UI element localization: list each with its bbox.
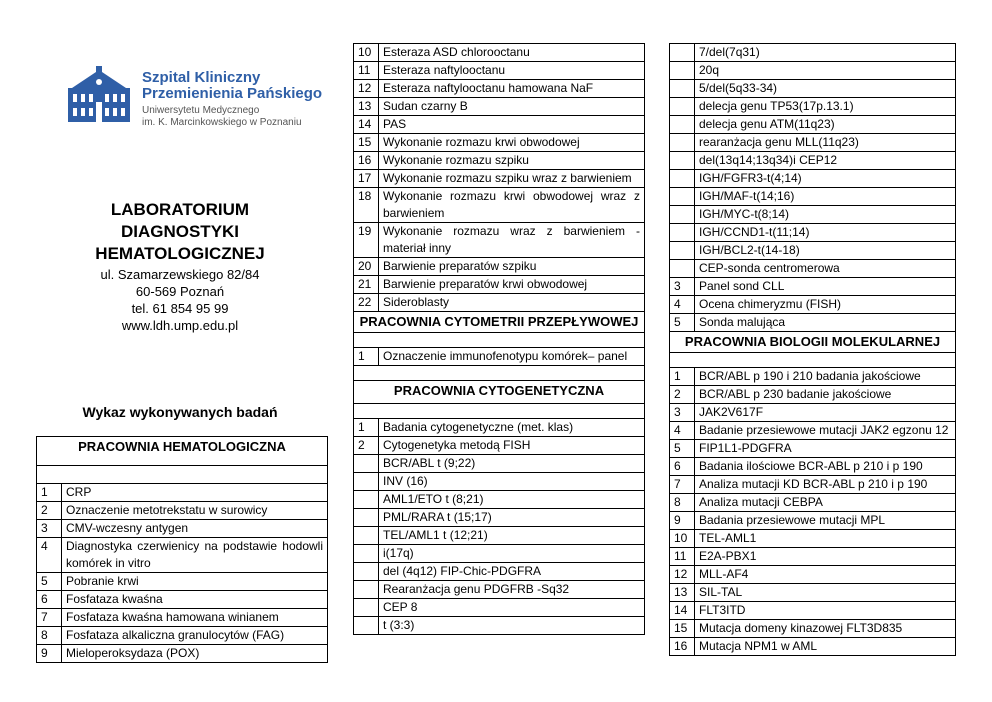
row-number bbox=[670, 134, 695, 152]
test-name: Mutacja domeny kinazowej FLT3D835 bbox=[695, 620, 956, 638]
test-name: TEL/AML1 t (12;21) bbox=[379, 527, 645, 545]
table-row bbox=[670, 44, 956, 62]
table-row bbox=[354, 80, 645, 98]
table-row bbox=[670, 404, 956, 422]
row-number bbox=[354, 527, 379, 545]
test-name: Cytogenetyka metodą FISH bbox=[379, 437, 645, 455]
test-name: del (4q12) FIP-Chic-PDGFRA bbox=[379, 563, 645, 581]
test-name: Barwienie preparatów krwi obwodowej bbox=[379, 276, 645, 294]
row-number: 9 bbox=[37, 645, 62, 663]
row-number: 20 bbox=[354, 258, 379, 276]
test-name: IGH/FGFR3-t(4;14) bbox=[695, 170, 956, 188]
row-number: 15 bbox=[670, 620, 695, 638]
row-number bbox=[670, 188, 695, 206]
row-number: 10 bbox=[670, 530, 695, 548]
test-name: E2A-PBX1 bbox=[695, 548, 956, 566]
address-city: 60-569 Poznań bbox=[135, 284, 225, 299]
table-row bbox=[354, 455, 645, 473]
lab-title-line-1: LABORATORIUM bbox=[110, 200, 250, 219]
table-row bbox=[354, 188, 645, 223]
table-row bbox=[670, 368, 956, 386]
test-name: i(17q) bbox=[379, 545, 645, 563]
row-number: 1 bbox=[354, 348, 379, 366]
test-name: SIL-TAL bbox=[695, 584, 956, 602]
address-website: www.ldh.ump.edu.pl bbox=[121, 318, 239, 333]
row-number bbox=[670, 116, 695, 134]
table-row bbox=[37, 520, 328, 538]
test-name: Wykonanie rozmazu szpiku wraz z barwieniem bbox=[379, 170, 645, 188]
table-row bbox=[670, 548, 956, 566]
row-number: 1 bbox=[354, 419, 379, 437]
test-name: BCR/ABL t (9;22) bbox=[379, 455, 645, 473]
table-row bbox=[354, 545, 645, 563]
row-number: 1 bbox=[670, 368, 695, 386]
table-row bbox=[354, 294, 645, 312]
test-name: BCR/ABL p 230 badanie jakościowe bbox=[695, 386, 956, 404]
test-name: MLL-AF4 bbox=[695, 566, 956, 584]
lab-title bbox=[36, 199, 324, 265]
row-number: 22 bbox=[354, 294, 379, 312]
test-name: Oznaczenie immunofenotypu komórek– panel bbox=[379, 348, 645, 366]
table-row bbox=[670, 512, 956, 530]
test-name: CEP-sonda centromerowa bbox=[695, 260, 956, 278]
row-number: 2 bbox=[354, 437, 379, 455]
row-number: 16 bbox=[354, 152, 379, 170]
table-row bbox=[37, 484, 328, 502]
table-row bbox=[670, 314, 956, 332]
row-number: 8 bbox=[670, 494, 695, 512]
row-number bbox=[670, 206, 695, 224]
test-name: Mieloperoksydaza (POX) bbox=[62, 645, 328, 663]
row-number bbox=[354, 455, 379, 473]
hospital-logo bbox=[62, 66, 342, 130]
row-number: 11 bbox=[670, 548, 695, 566]
table-row bbox=[37, 538, 328, 573]
row-number: 13 bbox=[354, 98, 379, 116]
test-name: Esteraza naftylooctanu bbox=[379, 62, 645, 80]
section-title: PRACOWNIA BIOLOGII MOLEKULARNEJ bbox=[670, 332, 956, 353]
table-row bbox=[670, 458, 956, 476]
lab-title-line-2: DIAGNOSTYKI HEMATOLOGICZNEJ bbox=[95, 222, 265, 263]
table-row bbox=[37, 645, 328, 663]
table-row bbox=[670, 134, 956, 152]
table-row bbox=[354, 509, 645, 527]
table-row bbox=[37, 573, 328, 591]
test-name: IGH/BCL2-t(14-18) bbox=[695, 242, 956, 260]
row-number bbox=[354, 509, 379, 527]
row-number: 4 bbox=[670, 422, 695, 440]
test-name: IGH/CCND1-t(11;14) bbox=[695, 224, 956, 242]
table-row bbox=[670, 224, 956, 242]
test-name: Mutacja NPM1 w AML bbox=[695, 638, 956, 656]
table-row bbox=[670, 620, 956, 638]
row-number bbox=[670, 98, 695, 116]
row-number: 6 bbox=[670, 458, 695, 476]
table-row bbox=[670, 494, 956, 512]
test-name: Wykonanie rozmazu wraz z barwieniem - materiał inny bbox=[379, 223, 645, 258]
table-row bbox=[354, 599, 645, 617]
row-number bbox=[670, 62, 695, 80]
table-row bbox=[670, 260, 956, 278]
table-row bbox=[670, 206, 956, 224]
table-row bbox=[354, 116, 645, 134]
test-name: 5/del(5q33-34) bbox=[695, 80, 956, 98]
row-number: 10 bbox=[354, 44, 379, 62]
test-name: IGH/MAF-t(14;16) bbox=[695, 188, 956, 206]
table-row bbox=[37, 591, 328, 609]
hospital-building-icon bbox=[62, 66, 136, 128]
table-row bbox=[354, 419, 645, 437]
table-row bbox=[670, 440, 956, 458]
row-number: 12 bbox=[354, 80, 379, 98]
services-list-heading: Wykaz wykonywanych badań bbox=[82, 404, 278, 420]
row-number: 21 bbox=[354, 276, 379, 294]
row-number: 4 bbox=[37, 538, 62, 573]
test-name: Sudan czarny B bbox=[379, 98, 645, 116]
table-row bbox=[354, 258, 645, 276]
test-name: delecja genu ATM(11q23) bbox=[695, 116, 956, 134]
test-name: TEL-AML1 bbox=[695, 530, 956, 548]
hematology-lab-table bbox=[36, 436, 328, 663]
test-name: CEP 8 bbox=[379, 599, 645, 617]
row-number: 14 bbox=[670, 602, 695, 620]
address-phone: tel. 61 854 95 99 bbox=[131, 301, 229, 316]
row-number: 3 bbox=[37, 520, 62, 538]
test-name: Badanie przesiewowe mutacji JAK2 egzonu 12 bbox=[695, 422, 956, 440]
test-name: Analiza mutacji CEBPA bbox=[695, 494, 956, 512]
test-name: BCR/ABL p 190 i 210 badania jakościowe bbox=[695, 368, 956, 386]
row-number: 1 bbox=[37, 484, 62, 502]
logo-title-2: Przemienienia Pańskiego bbox=[142, 85, 323, 102]
test-name: Fosfataza kwaśna bbox=[62, 591, 328, 609]
test-name: Barwienie preparatów szpiku bbox=[379, 258, 645, 276]
table-row bbox=[354, 563, 645, 581]
table-row bbox=[670, 566, 956, 584]
table-row bbox=[354, 581, 645, 599]
table-row bbox=[37, 627, 328, 645]
row-number: 2 bbox=[670, 386, 695, 404]
table-row bbox=[354, 437, 645, 455]
row-number bbox=[670, 152, 695, 170]
test-name: Ocena chimeryzmu (FISH) bbox=[695, 296, 956, 314]
table-row bbox=[354, 223, 645, 258]
test-name: Diagnostyka czerwienicy na podstawie hodowli komórek in vitro bbox=[62, 538, 328, 573]
row-number: 19 bbox=[354, 223, 379, 258]
row-number bbox=[354, 473, 379, 491]
table-row bbox=[670, 476, 956, 494]
test-name: Sideroblasty bbox=[379, 294, 645, 312]
test-name: Wykonanie rozmazu krwi obwodowej wraz z barwieniem bbox=[379, 188, 645, 223]
row-number: 5 bbox=[670, 440, 695, 458]
middle-column-tables bbox=[353, 43, 645, 635]
test-name: Panel sond CLL bbox=[695, 278, 956, 296]
logo-sub-1: Uniwersytetu Medycznego bbox=[142, 105, 260, 116]
test-name: PAS bbox=[379, 116, 645, 134]
table-row bbox=[670, 62, 956, 80]
test-name: Wykonanie rozmazu krwi obwodowej bbox=[379, 134, 645, 152]
section-title: PRACOWNIA HEMATOLOGICZNA bbox=[37, 437, 328, 466]
row-number: 5 bbox=[37, 573, 62, 591]
row-number: 3 bbox=[670, 404, 695, 422]
test-name: del(13q14;13q34)i CEP12 bbox=[695, 152, 956, 170]
table-row bbox=[354, 62, 645, 80]
table-row bbox=[354, 152, 645, 170]
row-number: 17 bbox=[354, 170, 379, 188]
row-number bbox=[670, 170, 695, 188]
row-number: 4 bbox=[670, 296, 695, 314]
test-name: Rearanżacja genu PDGFRB -Sq32 bbox=[379, 581, 645, 599]
row-number bbox=[354, 599, 379, 617]
row-number: 2 bbox=[37, 502, 62, 520]
table-row bbox=[670, 278, 956, 296]
table-row bbox=[670, 530, 956, 548]
row-number: 15 bbox=[354, 134, 379, 152]
row-number: 18 bbox=[354, 188, 379, 223]
test-name: FIP1L1-PDGFRA bbox=[695, 440, 956, 458]
row-number: 16 bbox=[670, 638, 695, 656]
row-number bbox=[354, 491, 379, 509]
row-number: 5 bbox=[670, 314, 695, 332]
table-row bbox=[37, 609, 328, 627]
table-row bbox=[354, 617, 645, 635]
test-name: PML/RARA t (15;17) bbox=[379, 509, 645, 527]
test-name: Badania ilościowe BCR-ABL p 210 i p 190 bbox=[695, 458, 956, 476]
table-row bbox=[670, 170, 956, 188]
row-number: 6 bbox=[37, 591, 62, 609]
test-name: FLT3ITD bbox=[695, 602, 956, 620]
test-name: Esteraza naftylooctanu hamowana NaF bbox=[379, 80, 645, 98]
test-name: 20q bbox=[695, 62, 956, 80]
table-row bbox=[670, 584, 956, 602]
section-title: PRACOWNIA CYTOMETRII PRZEPŁYWOWEJ bbox=[354, 312, 645, 333]
table-row bbox=[670, 386, 956, 404]
table-row bbox=[670, 98, 956, 116]
row-number: 3 bbox=[670, 278, 695, 296]
row-number bbox=[670, 260, 695, 278]
test-name: CMV-wczesny antygen bbox=[62, 520, 328, 538]
test-name: rearanżacja genu MLL(11q23) bbox=[695, 134, 956, 152]
table-row bbox=[354, 473, 645, 491]
table-row bbox=[670, 188, 956, 206]
test-name: INV (16) bbox=[379, 473, 645, 491]
test-name: Sonda malująca bbox=[695, 314, 956, 332]
test-name: Wykonanie rozmazu szpiku bbox=[379, 152, 645, 170]
table-row bbox=[37, 502, 328, 520]
test-name: 7/del(7q31) bbox=[695, 44, 956, 62]
table-row bbox=[354, 491, 645, 509]
row-number bbox=[670, 44, 695, 62]
table-row bbox=[354, 276, 645, 294]
lab-address bbox=[36, 266, 324, 334]
table-row bbox=[354, 98, 645, 116]
test-name: Fosfataza alkaliczna granulocytów (FAG) bbox=[62, 627, 328, 645]
test-name: Pobranie krwi bbox=[62, 573, 328, 591]
row-number bbox=[670, 224, 695, 242]
row-number: 7 bbox=[37, 609, 62, 627]
test-name: delecja genu TP53(17p.13.1) bbox=[695, 98, 956, 116]
table-row bbox=[670, 422, 956, 440]
row-number: 9 bbox=[670, 512, 695, 530]
table-row bbox=[354, 348, 645, 366]
row-number: 11 bbox=[354, 62, 379, 80]
test-name: Fosfataza kwaśna hamowana winianem bbox=[62, 609, 328, 627]
table-row bbox=[354, 44, 645, 62]
row-number: 14 bbox=[354, 116, 379, 134]
test-name: CRP bbox=[62, 484, 328, 502]
row-number: 12 bbox=[670, 566, 695, 584]
row-number bbox=[354, 563, 379, 581]
test-name: IGH/MYC-t(8;14) bbox=[695, 206, 956, 224]
logo-sub-2: im. K. Marcinkowskiego w Poznaniu bbox=[142, 117, 302, 128]
table-row bbox=[670, 152, 956, 170]
test-name: Esteraza ASD chlorooctanu bbox=[379, 44, 645, 62]
address-street: ul. Szamarzewskiego 82/84 bbox=[100, 267, 260, 282]
table-row bbox=[670, 116, 956, 134]
table-row bbox=[354, 527, 645, 545]
test-name: Badania przesiewowe mutacji MPL bbox=[695, 512, 956, 530]
row-number: 7 bbox=[670, 476, 695, 494]
row-number bbox=[354, 617, 379, 635]
test-name: t (3:3) bbox=[379, 617, 645, 635]
row-number bbox=[670, 242, 695, 260]
section-title: PRACOWNIA CYTOGENETYCZNA bbox=[354, 381, 645, 404]
table-row bbox=[354, 170, 645, 188]
row-number bbox=[354, 581, 379, 599]
row-number: 8 bbox=[37, 627, 62, 645]
row-number: 13 bbox=[670, 584, 695, 602]
test-name: Analiza mutacji KD BCR-ABL p 210 i p 190 bbox=[695, 476, 956, 494]
table-row bbox=[670, 602, 956, 620]
table-row bbox=[670, 80, 956, 98]
table-row bbox=[670, 242, 956, 260]
table-row bbox=[670, 296, 956, 314]
right-column-tables bbox=[669, 43, 956, 656]
logo-title-1: Szpital Kliniczny bbox=[142, 69, 261, 86]
table-row bbox=[354, 134, 645, 152]
test-name: Oznaczenie metotrekstatu w surowicy bbox=[62, 502, 328, 520]
test-name: JAK2V617F bbox=[695, 404, 956, 422]
test-name: Badania cytogenetyczne (met. klas) bbox=[379, 419, 645, 437]
table-row bbox=[670, 638, 956, 656]
test-name: AML1/ETO t (8;21) bbox=[379, 491, 645, 509]
row-number bbox=[670, 80, 695, 98]
row-number bbox=[354, 545, 379, 563]
